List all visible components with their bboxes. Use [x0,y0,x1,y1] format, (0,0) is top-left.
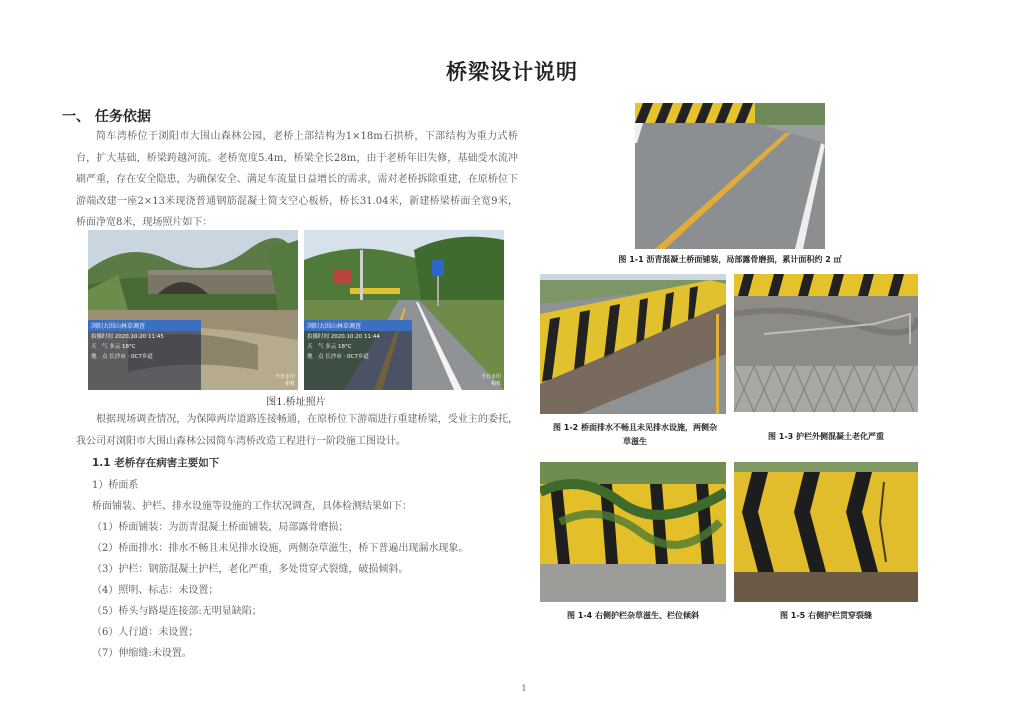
figure-1-3-caption: 图 1-3 护栏外侧混凝土老化严重 [767,432,885,441]
defect-item: （3）护栏：钢筋混凝土护栏，老化严重，多处贯穿式裂缝，破损倾斜。 [92,564,409,575]
deck-pavement-photo [635,103,825,249]
figure-1-1-caption: 图 1-1 沥青混凝土桥面铺装，局部露骨磨损，累计面积约 2 ㎡ [618,255,842,264]
bridge-site-photo-road [304,230,504,390]
section-heading: 一、 任务依据 [62,109,151,125]
page-number: 1 [521,684,527,693]
defect-item: （2）桥面排水：排水不畅且未见排水设施，两侧杂草滋生，桥下普遍出现漏水现象。 [92,543,469,554]
camera-watermark: 今日水印 相机 [274,374,295,387]
defect-item: （6）人行道：未设置； [92,627,199,638]
right-railing-crack-photo [734,462,918,602]
deck-drainage-photo [540,274,726,414]
intro-paragraph: 简车湾桥位于浏阳市大围山森林公园，老桥上部结构为1×18m石拱桥，下部结构为重力式桥台，扩大基础，桥梁跨越河流。老桥宽度5.4m，桥梁全长28m，由于老桥年旧失修，基础受水流冲刷严重，存在安全隐患，为确保安全、满足车流量日益增长的需求，需对老桥拆除重建，在原桥位下游端改建一座2×13米现浇普通钢筋混凝土简支空心板桥，桥长31.04米，新建桥梁桥面全宽9米，桥面净宽8米，现场照片如下： [76,131,518,228]
defect-item: 桥面铺装、护栏、排水设施等设施的工作状况调查，具体检测结果如下： [92,501,412,512]
photo-watermark: 浏阳大围山林草调查 拍摄时间 2020.10.20 11:44 天 气 多云 18°C 地 点 长沙市 · 0C7乡道 [304,320,412,390]
right-railing-weeds-photo [540,462,726,602]
defect-item: （7）伸缩缝:未设置。 [92,648,192,659]
defect-item: （5）桥头与路堤连接部:无明显缺陷； [92,606,262,617]
reason-paragraph: 根据现场调查情况，为保障两岸道路连接畅通，在原桥位下游端进行重建桥梁，受业主的委托，我公司对浏阳市大围山森林公园简车湾桥改造工程进行一阶段施工图设计。 [76,414,518,447]
defect-item: （4）照明、标志：未设置； [92,585,219,596]
defect-item: （1）桥面铺装：为沥青混凝土桥面铺装，局部露骨磨损； [92,522,349,533]
camera-watermark: 今日水印 相机 [480,374,501,387]
subsection-heading: 1.1 老桥存在病害主要如下 [92,457,220,469]
railing-concrete-photo [734,274,918,412]
figure-1-5-caption: 图 1-5 右侧护栏贯穿裂缝 [779,611,873,620]
figure-1-2-caption: 图 1-2 桥面排水不畅且未见排水设施，两侧杂 草滋生 [552,423,718,446]
figure-1-caption: 图1.桥址照片 [266,397,326,408]
page-title: 桥梁设计说明 [446,60,578,84]
photo-watermark: 浏阳大围山林草调查 拍摄时间 2020.10.20 11:45 天 气 多云 18°C 地 点 长沙市 · 0C7乡道 [88,320,201,390]
defect-item: 1）桥面系 [92,480,139,491]
figure-1-4-caption: 图 1-4 右侧护栏杂草滋生、栏位倾斜 [566,611,700,620]
bridge-site-photo-arch [88,230,298,390]
